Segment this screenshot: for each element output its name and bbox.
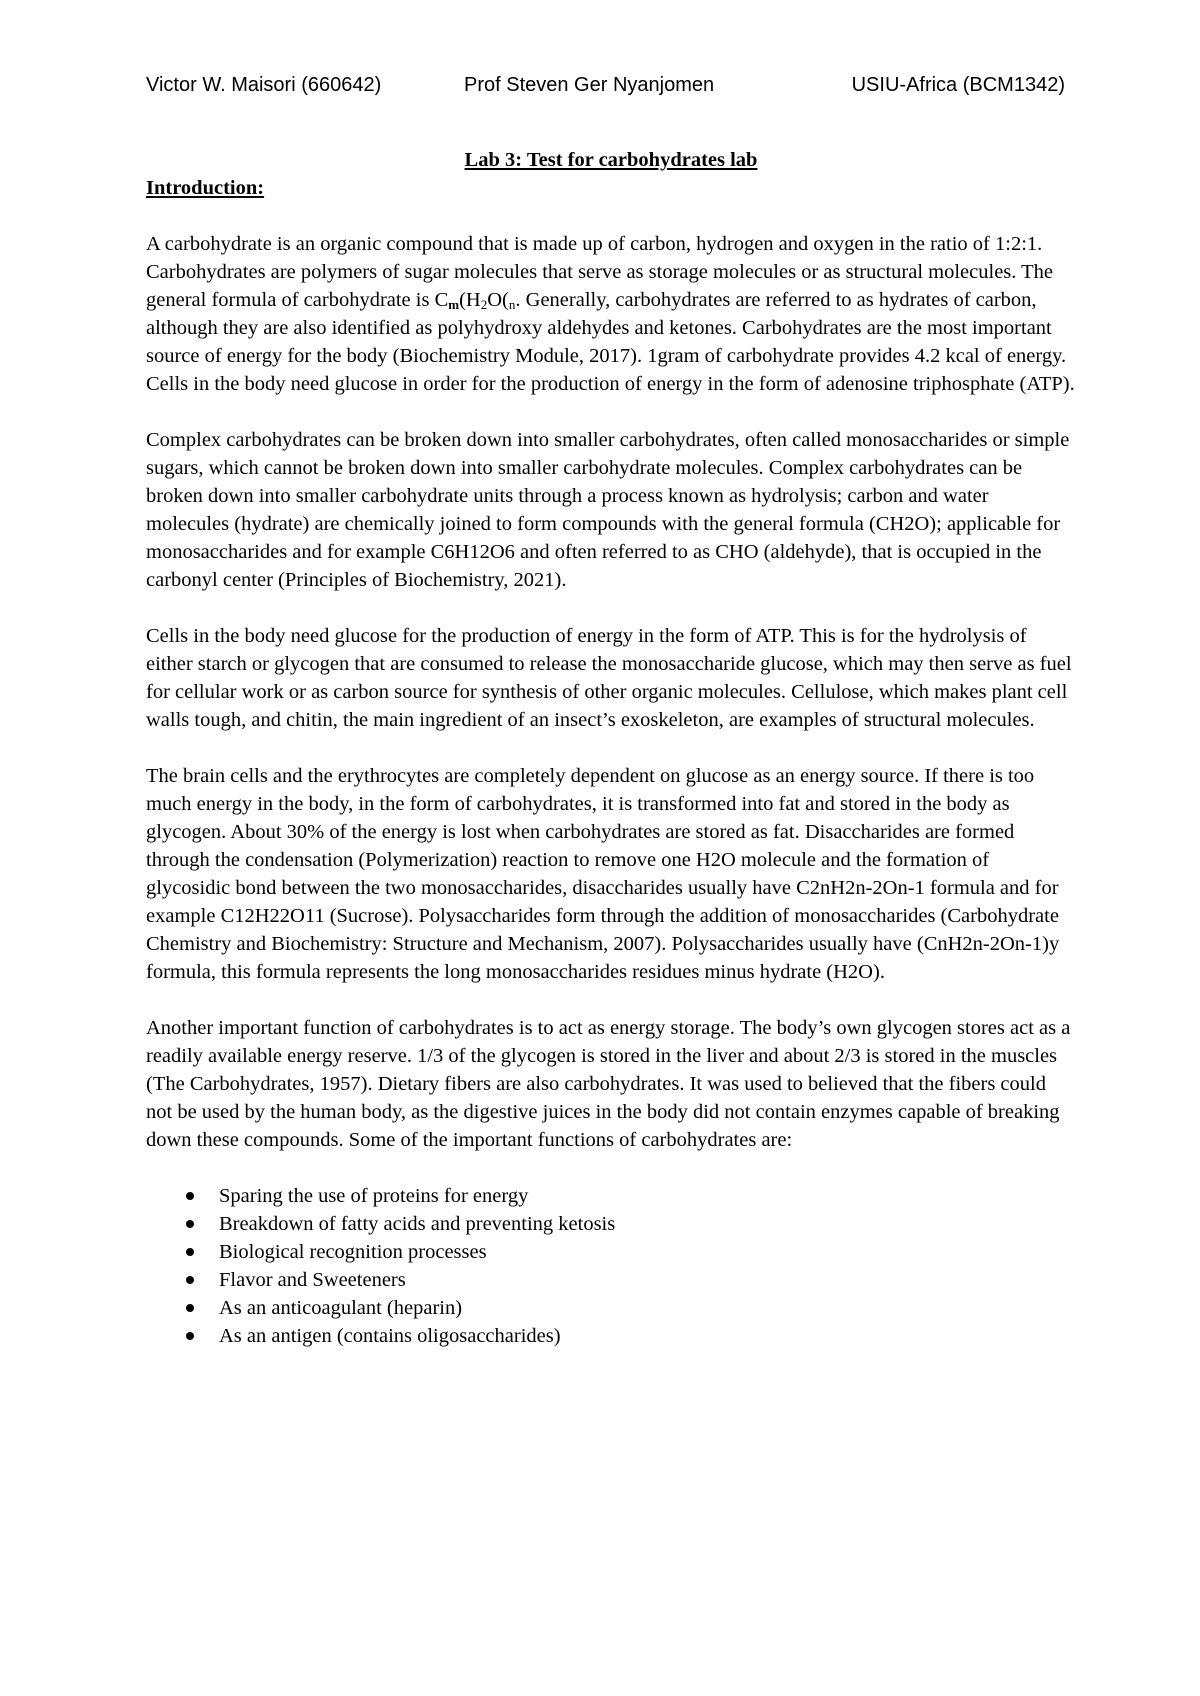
page-header [146,74,1065,104]
functions-list [146,1182,1076,1350]
list-item [146,1294,1076,1322]
list-item-text: Flavor and Sweeteners [219,1269,406,1291]
formula-sub-m: m [448,297,460,312]
paragraph-1-text-a: A carbohydrate is an organic compound that is made up of carbon, hydrogen and oxygen in the ratio of 1:2:1. Carbohydrates are polymers of sugar molecules that serve as storage molecules or as structural molecules. The general formula of carbohydrate is C [146,233,1054,311]
list-item-text: As an antigen (contains oligosaccharides) [219,1325,561,1347]
bullet-icon [186,1304,194,1312]
paragraph-1-text-b: . Generally, carbohydrates are referred to as hydrates of carbon, although they are also identified as polyhydroxy aldehydes and ketones. Carbohydrates are the most important source of energy for the body (Biochemistry Module, 2017). 1gram of carbohydrate provides 4.2 kcal of energy. Cells in the body need glucose in order for the production of energy in the form of adenosine triphosphate (ATP). [146,289,1075,395]
formula-o: O( [487,289,509,311]
list-item [146,1238,1076,1266]
intro-heading: Introduction: [146,177,265,199]
document-body [146,146,1076,1350]
paragraph-2: Complex carbohydrates can be broken down into smaller carbohydrates, often called monosaccharides or simple sugars, which cannot be broken down into smaller carbohydrate molecules. Complex carbohydrates can be broken down into smaller carbohydrate units through a process known as hydrolysis; carbon and water molecules (hydrate) are chemically joined to form compounds with the general formula (CH2O); applicable for monosaccharides and for example C6H12O6 and often referred to as CHO (aldehyde), that is occupied in the carbonyl center (Principles of Biochemistry, 2021). [146,429,1070,591]
formula-sub-n: n [508,297,516,312]
paragraph-3: Cells in the body need glucose for the production of energy in the form of ATP. This is for the hydrolysis of either starch or glycogen that are consumed to release the monosaccharide glucose, which may then serve as fuel for cellular work or as carbon source for synthesis of other organic molecules. Cellulose, which makes plant cell walls tough, and chitin, the main ingredient of an insect’s exoskeleton, are examples of structural molecules. [146,625,1072,731]
page-title: Lab 3: Test for carbohydrates lab [464,149,758,171]
bullet-icon [186,1276,194,1284]
bullet-icon [186,1332,194,1340]
formula-mid: (H [459,289,481,311]
formula-sub-2: 2 [480,297,488,312]
list-item-text: As an anticoagulant (heparin) [219,1297,463,1319]
bullet-icon [186,1220,194,1228]
paragraph-4: The brain cells and the erythrocytes are completely dependent on glucose as an energy source. If there is too much energy in the body, in the form of carbohydrates, it is transformed into fat and stored in the body as glycogen. About 30% of the energy is lost when carbohydrates are stored as fat. Disaccharides are formed through the condensation (Polymerization) reaction to remove one H2O molecule and the formation of glycosidic bond between the two monosaccharides, disaccharides usually have C2nH2n-2On-1 formula and for example C12H22O11 (Sucrose). Polysaccharides form through the addition of monosaccharides (Carbohydrate Chemistry and Biochemistry: Structure and Mechanism, 2007). Polysaccharides usually have (CnH2n-2On-1)y formula, this formula represents the long monosaccharides residues minus hydrate (H2O). [146,765,1060,983]
header-course: USIU-Africa (BCM1342) [851,74,1065,96]
list-item [146,1322,1076,1350]
bullet-icon [186,1192,194,1200]
list-item [146,1266,1076,1294]
header-author: Victor W. Maisori (660642) [146,74,382,96]
list-item [146,1210,1076,1238]
list-item-text: Sparing the use of proteins for energy [219,1185,529,1207]
bullet-icon [186,1248,194,1256]
list-item-text: Breakdown of fatty acids and preventing ketosis [219,1213,616,1235]
paragraph-1 [146,230,1076,398]
list-item-text: Biological recognition processes [219,1241,487,1263]
list-item [146,1182,1076,1210]
header-professor: Prof Steven Ger Nyanjomen [464,74,715,96]
paragraph-5: Another important function of carbohydrates is to act as energy storage. The body’s own glycogen stores act as a readily available energy reserve. 1/3 of the glycogen is stored in the liver and about 2/3 is stored in the muscles (The Carbohydrates, 1957). Dietary fibers are also carbohydrates. It was used to believed that the fibers could not be used by the human body, as the digestive juices in the body did not contain enzymes capable of breaking down these compounds. Some of the important functions of carbohydrates are: [146,1017,1071,1151]
